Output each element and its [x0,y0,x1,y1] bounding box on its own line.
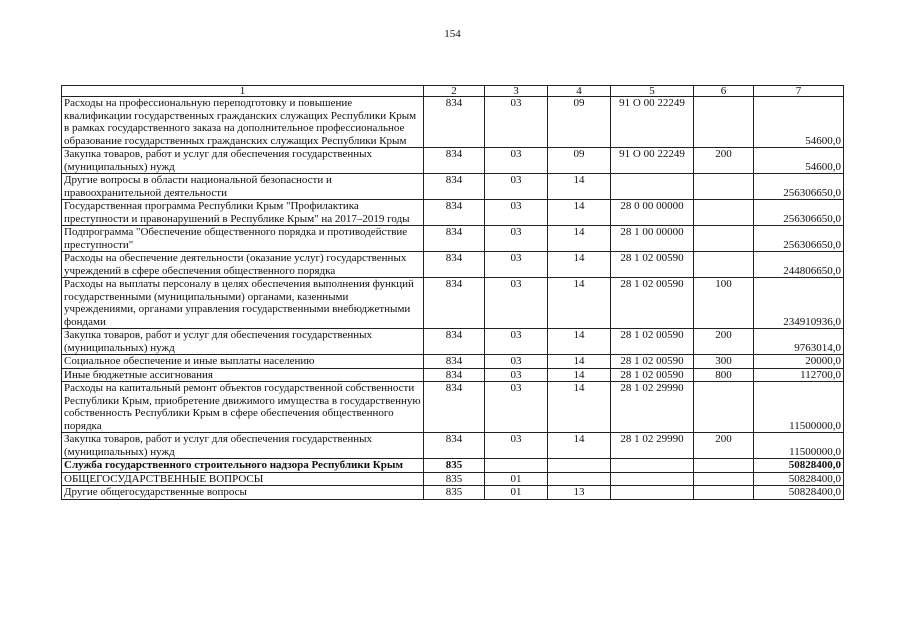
row-podrazdel-code: 14 [548,174,611,200]
row-name: ОБЩЕГОСУДАРСТВЕННЫЕ ВОПРОСЫ [62,472,424,486]
row-sum: 11500000,0 [754,382,844,433]
row-sum: 20000,0 [754,355,844,369]
row-vedomstvo-code: 834 [424,226,485,252]
table-row [62,174,844,200]
row-vr-code [694,226,754,252]
row-name: Социальное обеспечение и иные выплаты населению [62,355,424,369]
row-vedomstvo-code: 834 [424,97,485,148]
row-vr-code [694,97,754,148]
row-podrazdel-code: 09 [548,97,611,148]
table-row [62,97,844,148]
header-col-3: 3 [485,86,548,97]
row-csr-code: 91 О 00 22249 [611,97,694,148]
row-razdel-code: 03 [485,148,548,174]
row-csr-code: 28 1 02 29990 [611,382,694,433]
table-row [62,433,844,459]
table-row [62,252,844,278]
row-csr-code: 28 1 02 00590 [611,368,694,382]
row-podrazdel-code: 14 [548,329,611,355]
row-sum: 234910936,0 [754,278,844,329]
row-name: Расходы на капитальный ремонт объектов государственной собственности Республики Крым, приобретение движимого имущества в государственную собственность Республики Крым в сфере обеспечения общественного порядка [62,382,424,433]
row-razdel-code: 03 [485,355,548,369]
row-razdel-code: 03 [485,174,548,200]
page-number: 154 [444,28,461,40]
row-podrazdel-code: 09 [548,148,611,174]
row-vedomstvo-code: 834 [424,329,485,355]
row-podrazdel-code: 14 [548,368,611,382]
header-col-4: 4 [548,86,611,97]
row-vedomstvo-code: 835 [424,472,485,486]
row-podrazdel-code: 14 [548,200,611,226]
row-name: Расходы на выплаты персоналу в целях обеспечения выполнения функций государственными (муниципальными) органами, казенными учреждениями, органами управления государственными внебюджетными фондами [62,278,424,329]
row-razdel-code: 03 [485,97,548,148]
row-csr-code [611,472,694,486]
table-row [62,148,844,174]
row-vr-code [694,252,754,278]
table-row [62,368,844,382]
row-name: Служба государственного строительного надзора Республики Крым [62,459,424,473]
row-sum: 54600,0 [754,97,844,148]
row-vedomstvo-code: 834 [424,278,485,329]
row-vedomstvo-code: 835 [424,486,485,500]
table-row [62,355,844,369]
table-row [62,278,844,329]
row-vr-code [694,382,754,433]
row-vr-code [694,174,754,200]
row-vr-code: 200 [694,329,754,355]
header-col-7: 7 [754,86,844,97]
row-podrazdel-code [548,472,611,486]
row-podrazdel-code: 14 [548,252,611,278]
row-csr-code [611,486,694,500]
row-vr-code: 200 [694,148,754,174]
row-razdel-code [485,459,548,473]
row-name: Расходы на профессиональную переподготовку и повышение квалификации государственных гражданских служащих Республики Крым в рамках государственного заказа на дополнительное профессиональное образование государственных гражданских служащих Республики Крым [62,97,424,148]
row-vr-code: 200 [694,433,754,459]
table-row [62,382,844,433]
row-sum: 50828400,0 [754,486,844,500]
table-row [62,329,844,355]
row-vr-code: 100 [694,278,754,329]
row-csr-code: 28 1 02 00590 [611,329,694,355]
row-sum: 244806650,0 [754,252,844,278]
row-sum: 112700,0 [754,368,844,382]
row-vedomstvo-code: 834 [424,382,485,433]
row-podrazdel-code: 14 [548,226,611,252]
row-razdel-code: 03 [485,226,548,252]
header-row [62,86,844,97]
table-row [62,486,844,500]
row-vedomstvo-code: 835 [424,459,485,473]
row-podrazdel-code: 14 [548,433,611,459]
row-vedomstvo-code: 834 [424,174,485,200]
row-csr-code: 91 О 00 22249 [611,148,694,174]
table-row [62,459,844,473]
row-name: Закупка товаров, работ и услуг для обеспечения государственных (муниципальных) нужд [62,148,424,174]
row-sum: 256306650,0 [754,200,844,226]
row-csr-code: 28 1 02 29990 [611,433,694,459]
header-col-6: 6 [694,86,754,97]
row-csr-code: 28 1 00 00000 [611,226,694,252]
row-podrazdel-code: 14 [548,382,611,433]
row-podrazdel-code: 13 [548,486,611,500]
row-sum: 9763014,0 [754,329,844,355]
row-name: Другие общегосударственные вопросы [62,486,424,500]
row-vr-code [694,486,754,500]
row-razdel-code: 03 [485,252,548,278]
row-vedomstvo-code: 834 [424,200,485,226]
header-col-1: 1 [62,86,424,97]
row-vr-code [694,200,754,226]
row-vr-code [694,472,754,486]
row-razdel-code: 03 [485,433,548,459]
row-razdel-code: 03 [485,278,548,329]
row-sum: 50828400,0 [754,472,844,486]
row-razdel-code: 03 [485,329,548,355]
row-podrazdel-code: 14 [548,355,611,369]
row-vedomstvo-code: 834 [424,433,485,459]
row-razdel-code: 03 [485,382,548,433]
row-name: Государственная программа Республики Крым "Профилактика преступности и правонарушений в Республике Крым" на 2017–2019 годы [62,200,424,226]
row-csr-code: 28 1 02 00590 [611,355,694,369]
row-name: Закупка товаров, работ и услуг для обеспечения государственных (муниципальных) нужд [62,329,424,355]
table-row [62,200,844,226]
row-csr-code [611,459,694,473]
row-csr-code [611,174,694,200]
row-vr-code [694,459,754,473]
row-razdel-code: 01 [485,486,548,500]
row-name: Закупка товаров, работ и услуг для обеспечения государственных (муниципальных) нужд [62,433,424,459]
row-csr-code: 28 0 00 00000 [611,200,694,226]
row-sum: 54600,0 [754,148,844,174]
row-vedomstvo-code: 834 [424,148,485,174]
row-razdel-code: 03 [485,200,548,226]
row-sum: 256306650,0 [754,226,844,252]
row-razdel-code: 01 [485,472,548,486]
row-name: Другие вопросы в области национальной безопасности и правоохранительной деятельности [62,174,424,200]
row-name: Подпрограмма "Обеспечение общественного порядка и противодействие преступности" [62,226,424,252]
row-name: Расходы на обеспечение деятельности (оказание услуг) государственных учреждений в сфере обеспечения общественного порядка [62,252,424,278]
row-sum: 256306650,0 [754,174,844,200]
row-vedomstvo-code: 834 [424,252,485,278]
row-csr-code: 28 1 02 00590 [611,252,694,278]
row-podrazdel-code: 14 [548,278,611,329]
table-row [62,472,844,486]
row-razdel-code: 03 [485,368,548,382]
header-col-2: 2 [424,86,485,97]
row-name: Иные бюджетные ассигнования [62,368,424,382]
row-vedomstvo-code: 834 [424,368,485,382]
row-podrazdel-code [548,459,611,473]
row-csr-code: 28 1 02 00590 [611,278,694,329]
header-col-5: 5 [611,86,694,97]
row-vr-code: 800 [694,368,754,382]
row-vedomstvo-code: 834 [424,355,485,369]
row-sum: 11500000,0 [754,433,844,459]
row-sum: 50828400,0 [754,459,844,473]
table-row [62,226,844,252]
budget-table [61,85,844,500]
row-vr-code: 300 [694,355,754,369]
